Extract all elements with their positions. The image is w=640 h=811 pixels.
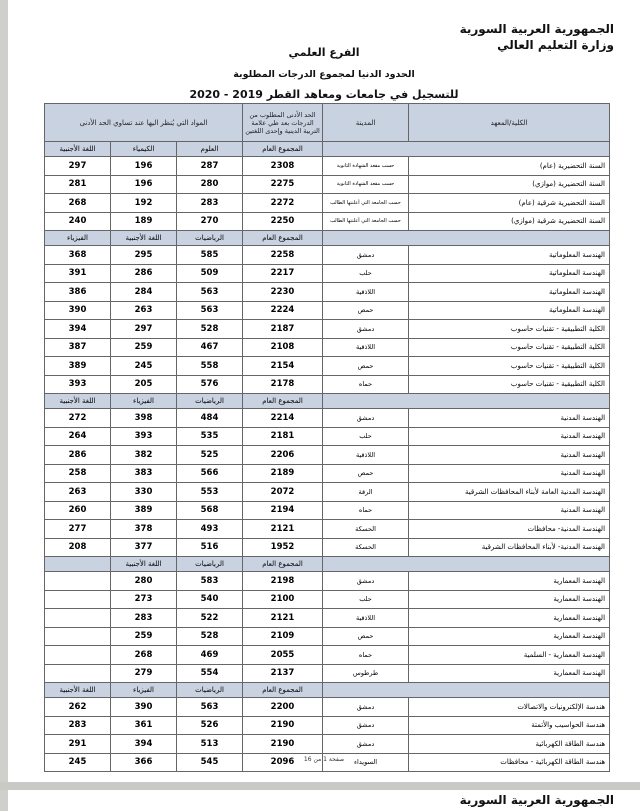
table-row (45, 338, 610, 357)
page-title: للتسجيل في جامعات ومعاهد القطر 2019 - 2020 (189, 88, 459, 101)
city-cell: حمص (323, 464, 409, 483)
band-label: اللغة الأجنبية (45, 683, 111, 698)
table-row (45, 264, 610, 283)
subject2-cell: 366 (111, 753, 177, 772)
subject2-cell: 259 (111, 627, 177, 646)
city-cell: دمشق (323, 735, 409, 754)
table-row (45, 194, 610, 213)
college-cell: الهندسة المدنية (409, 446, 610, 465)
subject1-cell: 583 (177, 572, 243, 591)
subject1-cell: 522 (177, 609, 243, 628)
table-row (45, 572, 610, 591)
college-cell: الهندسة المعمارية (409, 572, 610, 591)
city-cell: السويداء (323, 753, 409, 772)
subject1-cell: 287 (177, 157, 243, 176)
subject2-cell: 263 (111, 301, 177, 320)
college-cell: السنة التحضيرية (موازي) (409, 175, 610, 194)
section-header-row (45, 142, 610, 157)
subject2-cell: 297 (111, 320, 177, 339)
table-row (45, 538, 610, 557)
city-cell: دمشق (323, 320, 409, 339)
band-empty (323, 683, 610, 698)
total-cell: 2224 (243, 301, 323, 320)
section-header-row (45, 394, 610, 409)
total-cell: 2121 (243, 520, 323, 539)
college-cell: الكلية التطبيقية - تقنيات حاسوب (409, 357, 610, 376)
total-cell: 2189 (243, 464, 323, 483)
total-cell: 2250 (243, 212, 323, 231)
table-row (45, 357, 610, 376)
subject1-cell: 270 (177, 212, 243, 231)
total-cell: 2187 (243, 320, 323, 339)
band-empty (323, 394, 610, 409)
college-cell: الهندسة المدنية- محافظات (409, 520, 610, 539)
table-row (45, 501, 610, 520)
band-label: الرياضيات (177, 231, 243, 246)
subject3-cell: 258 (45, 464, 111, 483)
college-header: الكلية/المعهد (409, 104, 610, 142)
table-body (45, 142, 610, 772)
table-row (45, 735, 610, 754)
section-header-row (45, 231, 610, 246)
subject2-cell: 361 (111, 716, 177, 735)
subject1-cell: 525 (177, 446, 243, 465)
total-cell: 2200 (243, 698, 323, 717)
city-cell: اللاذقية (323, 338, 409, 357)
subject1-cell: 484 (177, 409, 243, 428)
city-cell: حسب مقعد الشهادة الثانوية (323, 157, 409, 176)
subject1-cell: 493 (177, 520, 243, 539)
subject2-cell: 189 (111, 212, 177, 231)
subject3-cell: 394 (45, 320, 111, 339)
subject3-cell: 291 (45, 735, 111, 754)
table-row (45, 520, 610, 539)
band-label: الفيزياء (111, 394, 177, 409)
college-cell: الكلية التطبيقية - تقنيات حاسوب (409, 320, 610, 339)
min-score-header: الحد الأدنى المطلوب من الدرجات بعد طي علامة التربية الدينية وإحدى اللغتين (243, 104, 323, 142)
city-cell: حماه (323, 375, 409, 394)
next-page (8, 790, 640, 811)
city-cell: الحسكة (323, 520, 409, 539)
subject3-cell: 389 (45, 357, 111, 376)
college-cell: الهندسة المعمارية (409, 664, 610, 683)
band-label: الرياضيات (177, 557, 243, 572)
document-page (8, 0, 640, 782)
city-header: المدينة (323, 104, 409, 142)
subject2-cell: 245 (111, 357, 177, 376)
table-row (45, 246, 610, 265)
subject3-cell: 277 (45, 520, 111, 539)
total-cell: 1952 (243, 538, 323, 557)
total-cell: 2121 (243, 609, 323, 628)
republic-header: الجمهورية العربية السورية (459, 22, 614, 36)
subject3-cell (45, 646, 111, 665)
subject1-cell: 568 (177, 501, 243, 520)
college-cell: السنة التحضيرية شرقية (موازي) (409, 212, 610, 231)
college-cell: الكلية التطبيقية - تقنيات حاسوب (409, 338, 610, 357)
subject2-cell: 192 (111, 194, 177, 213)
subject1-cell: 469 (177, 646, 243, 665)
subject1-cell: 554 (177, 664, 243, 683)
band-label: الفيزياء (45, 231, 111, 246)
subject3-cell: 387 (45, 338, 111, 357)
table-row (45, 320, 610, 339)
city-cell: حسب الجامعة التي أعلنتها الطالب (323, 194, 409, 213)
subject3-cell: 281 (45, 175, 111, 194)
subject1-cell: 513 (177, 735, 243, 754)
college-cell: الهندسة المعمارية (409, 609, 610, 628)
subject3-cell: 240 (45, 212, 111, 231)
subject3-cell (45, 627, 111, 646)
subject2-cell: 196 (111, 175, 177, 194)
band-label: اللغة الأجنبية (45, 394, 111, 409)
subject3-cell: 393 (45, 375, 111, 394)
city-cell: حسب الجامعة التي أعلنتها الطالب (323, 212, 409, 231)
subject2-cell: 283 (111, 609, 177, 628)
college-cell: الهندسة المدنية (409, 464, 610, 483)
city-cell: دمشق (323, 698, 409, 717)
college-cell: الهندسة المعلوماتية (409, 246, 610, 265)
subject1-cell: 509 (177, 264, 243, 283)
subject1-cell: 553 (177, 483, 243, 502)
band-label: الكيمياء (111, 142, 177, 157)
subject1-cell: 545 (177, 753, 243, 772)
city-cell: دمشق (323, 572, 409, 591)
subject3-cell: 391 (45, 264, 111, 283)
college-cell: الهندسة المعلوماتية (409, 301, 610, 320)
table-row (45, 646, 610, 665)
subject3-cell: 260 (45, 501, 111, 520)
college-cell: الهندسة المعمارية (409, 627, 610, 646)
total-cell: 2190 (243, 735, 323, 754)
subject3-cell: 390 (45, 301, 111, 320)
table-row (45, 698, 610, 717)
table-row (45, 590, 610, 609)
next-page-republic-header: الجمهورية العربية السورية (459, 793, 614, 807)
table-row (45, 446, 610, 465)
city-cell: الحسكة (323, 538, 409, 557)
city-cell: حلب (323, 590, 409, 609)
college-cell: الهندسة المعلوماتية (409, 283, 610, 302)
band-label: المجموع العام (243, 231, 323, 246)
college-cell: هندسة الطاقة الكهربائية - محافظات (409, 753, 610, 772)
city-cell: طرطوس (323, 664, 409, 683)
subject1-cell: 563 (177, 698, 243, 717)
subject3-cell: 386 (45, 283, 111, 302)
subject2-cell: 279 (111, 664, 177, 683)
total-cell: 2108 (243, 338, 323, 357)
band-label: الفيزياء (111, 683, 177, 698)
city-cell: الرقة (323, 483, 409, 502)
band-label: اللغة الأجنبية (45, 142, 111, 157)
subject1-cell: 526 (177, 716, 243, 735)
subject1-cell: 576 (177, 375, 243, 394)
subject2-cell: 295 (111, 246, 177, 265)
city-cell: حمص (323, 627, 409, 646)
total-cell: 2217 (243, 264, 323, 283)
city-cell: حلب (323, 427, 409, 446)
subject3-cell: 286 (45, 446, 111, 465)
subject1-cell: 516 (177, 538, 243, 557)
total-cell: 2272 (243, 194, 323, 213)
total-cell: 2178 (243, 375, 323, 394)
page-gap (0, 782, 640, 790)
subject1-cell: 467 (177, 338, 243, 357)
table-row (45, 716, 610, 735)
city-cell: اللاذقية (323, 609, 409, 628)
total-cell: 2190 (243, 716, 323, 735)
city-cell: حمص (323, 357, 409, 376)
subject3-cell (45, 609, 111, 628)
table-row (45, 375, 610, 394)
total-cell: 2206 (243, 446, 323, 465)
subject1-cell: 585 (177, 246, 243, 265)
subject2-cell: 389 (111, 501, 177, 520)
city-cell: اللاذقية (323, 283, 409, 302)
subject3-cell (45, 572, 111, 591)
college-cell: الهندسة المعلوماتية (409, 264, 610, 283)
subject2-cell: 284 (111, 283, 177, 302)
table-row (45, 664, 610, 683)
band-label: اللغة الأجنبية (111, 557, 177, 572)
college-cell: الهندسة المعمارية - السلمية (409, 646, 610, 665)
band-label: اللغة الأجنبية (111, 231, 177, 246)
band-label: المجموع العام (243, 683, 323, 698)
subjects-header: المواد التي يُنظر اليها عند تساوي الحد الأدنى (45, 104, 243, 142)
city-cell: حماه (323, 501, 409, 520)
table-row (45, 464, 610, 483)
college-cell: هندسة الطاقة الكهربائية (409, 735, 610, 754)
college-cell: الهندسة المدنية (409, 427, 610, 446)
ministry-header: وزارة التعليم العالي (497, 38, 614, 52)
subject1-cell: 563 (177, 301, 243, 320)
college-cell: الهندسة المدنية (409, 409, 610, 428)
total-cell: 2258 (243, 246, 323, 265)
total-cell: 2181 (243, 427, 323, 446)
subject2-cell: 259 (111, 338, 177, 357)
table-row (45, 301, 610, 320)
college-cell: الهندسة المدنية (409, 501, 610, 520)
subject1-cell: 540 (177, 590, 243, 609)
city-cell: اللاذقية (323, 446, 409, 465)
subject2-cell: 330 (111, 483, 177, 502)
band-label: العلوم (177, 142, 243, 157)
total-cell: 2275 (243, 175, 323, 194)
total-cell: 2214 (243, 409, 323, 428)
subject3-cell: 264 (45, 427, 111, 446)
total-cell: 2308 (243, 157, 323, 176)
total-cell: 2072 (243, 483, 323, 502)
band-empty (323, 557, 610, 572)
page-subtitle: الحدود الدنيا لمجموع الدرجات المطلوبة (233, 69, 415, 80)
subject2-cell: 268 (111, 646, 177, 665)
subject1-cell: 283 (177, 194, 243, 213)
subject3-cell: 268 (45, 194, 111, 213)
subject2-cell: 390 (111, 698, 177, 717)
city-cell: دمشق (323, 409, 409, 428)
college-cell: هندسة الإلكترونيات والاتصالات (409, 698, 610, 717)
page-footer: صفحة 1 من 16 (303, 756, 345, 763)
band-empty (323, 231, 610, 246)
college-cell: الكلية التطبيقية - تقنيات حاسوب (409, 375, 610, 394)
subject1-cell: 535 (177, 427, 243, 446)
section-header-row (45, 557, 610, 572)
table-row (45, 483, 610, 502)
college-cell: الهندسة المدنية- لأبناء المحافظات الشرقية (409, 538, 610, 557)
subject2-cell: 377 (111, 538, 177, 557)
band-label: المجموع العام (243, 557, 323, 572)
section-header-row (45, 683, 610, 698)
subject1-cell: 558 (177, 357, 243, 376)
total-cell: 2137 (243, 664, 323, 683)
table-row (45, 283, 610, 302)
subject3-cell: 208 (45, 538, 111, 557)
city-cell: دمشق (323, 246, 409, 265)
total-cell: 2198 (243, 572, 323, 591)
college-cell: الهندسة المدنية العامة لأبناء المحافظات الشرقية (409, 483, 610, 502)
subject3-cell (45, 664, 111, 683)
table-row (45, 609, 610, 628)
city-cell: حسب مقعد الشهادة الثانوية (323, 175, 409, 194)
subject2-cell: 383 (111, 464, 177, 483)
branch-title: الفرع العلمي (288, 46, 360, 59)
subject1-cell: 528 (177, 320, 243, 339)
left-edge (0, 0, 8, 811)
subject2-cell: 378 (111, 520, 177, 539)
total-cell: 2154 (243, 357, 323, 376)
city-cell: حمص (323, 301, 409, 320)
band-label (45, 557, 111, 572)
subject1-cell: 528 (177, 627, 243, 646)
band-label: المجموع العام (243, 394, 323, 409)
table-row (45, 627, 610, 646)
subject3-cell: 245 (45, 753, 111, 772)
subject2-cell: 273 (111, 590, 177, 609)
subject3-cell: 368 (45, 246, 111, 265)
total-cell: 2109 (243, 627, 323, 646)
band-empty (323, 142, 610, 157)
subject2-cell: 196 (111, 157, 177, 176)
table-row (45, 175, 610, 194)
college-cell: السنة التحضيرية شرقية (عام) (409, 194, 610, 213)
subject2-cell: 393 (111, 427, 177, 446)
subject2-cell: 280 (111, 572, 177, 591)
total-cell: 2194 (243, 501, 323, 520)
college-cell: هندسة الحواسيب والأتمتة (409, 716, 610, 735)
subject2-cell: 205 (111, 375, 177, 394)
subject2-cell: 398 (111, 409, 177, 428)
city-cell: دمشق (323, 716, 409, 735)
city-cell: حماه (323, 646, 409, 665)
subject2-cell: 286 (111, 264, 177, 283)
total-cell: 2055 (243, 646, 323, 665)
subject1-cell: 563 (177, 283, 243, 302)
subject2-cell: 382 (111, 446, 177, 465)
band-label: المجموع العام (243, 142, 323, 157)
subject3-cell: 263 (45, 483, 111, 502)
total-cell: 2100 (243, 590, 323, 609)
total-cell: 2230 (243, 283, 323, 302)
subject3-cell: 283 (45, 716, 111, 735)
subject1-cell: 566 (177, 464, 243, 483)
scores-table (44, 103, 610, 772)
table-row (45, 427, 610, 446)
total-cell: 2096 (243, 753, 323, 772)
subject3-cell: 262 (45, 698, 111, 717)
college-cell: الهندسة المعمارية (409, 590, 610, 609)
band-label: الرياضيات (177, 683, 243, 698)
college-cell: السنة التحضيرية (عام) (409, 157, 610, 176)
table-row (45, 212, 610, 231)
subject2-cell: 394 (111, 735, 177, 754)
band-label: الرياضيات (177, 394, 243, 409)
subject3-cell: 297 (45, 157, 111, 176)
subject3-cell (45, 590, 111, 609)
subject3-cell: 272 (45, 409, 111, 428)
subject1-cell: 280 (177, 175, 243, 194)
city-cell: حلب (323, 264, 409, 283)
table-row (45, 409, 610, 428)
table-row (45, 157, 610, 176)
